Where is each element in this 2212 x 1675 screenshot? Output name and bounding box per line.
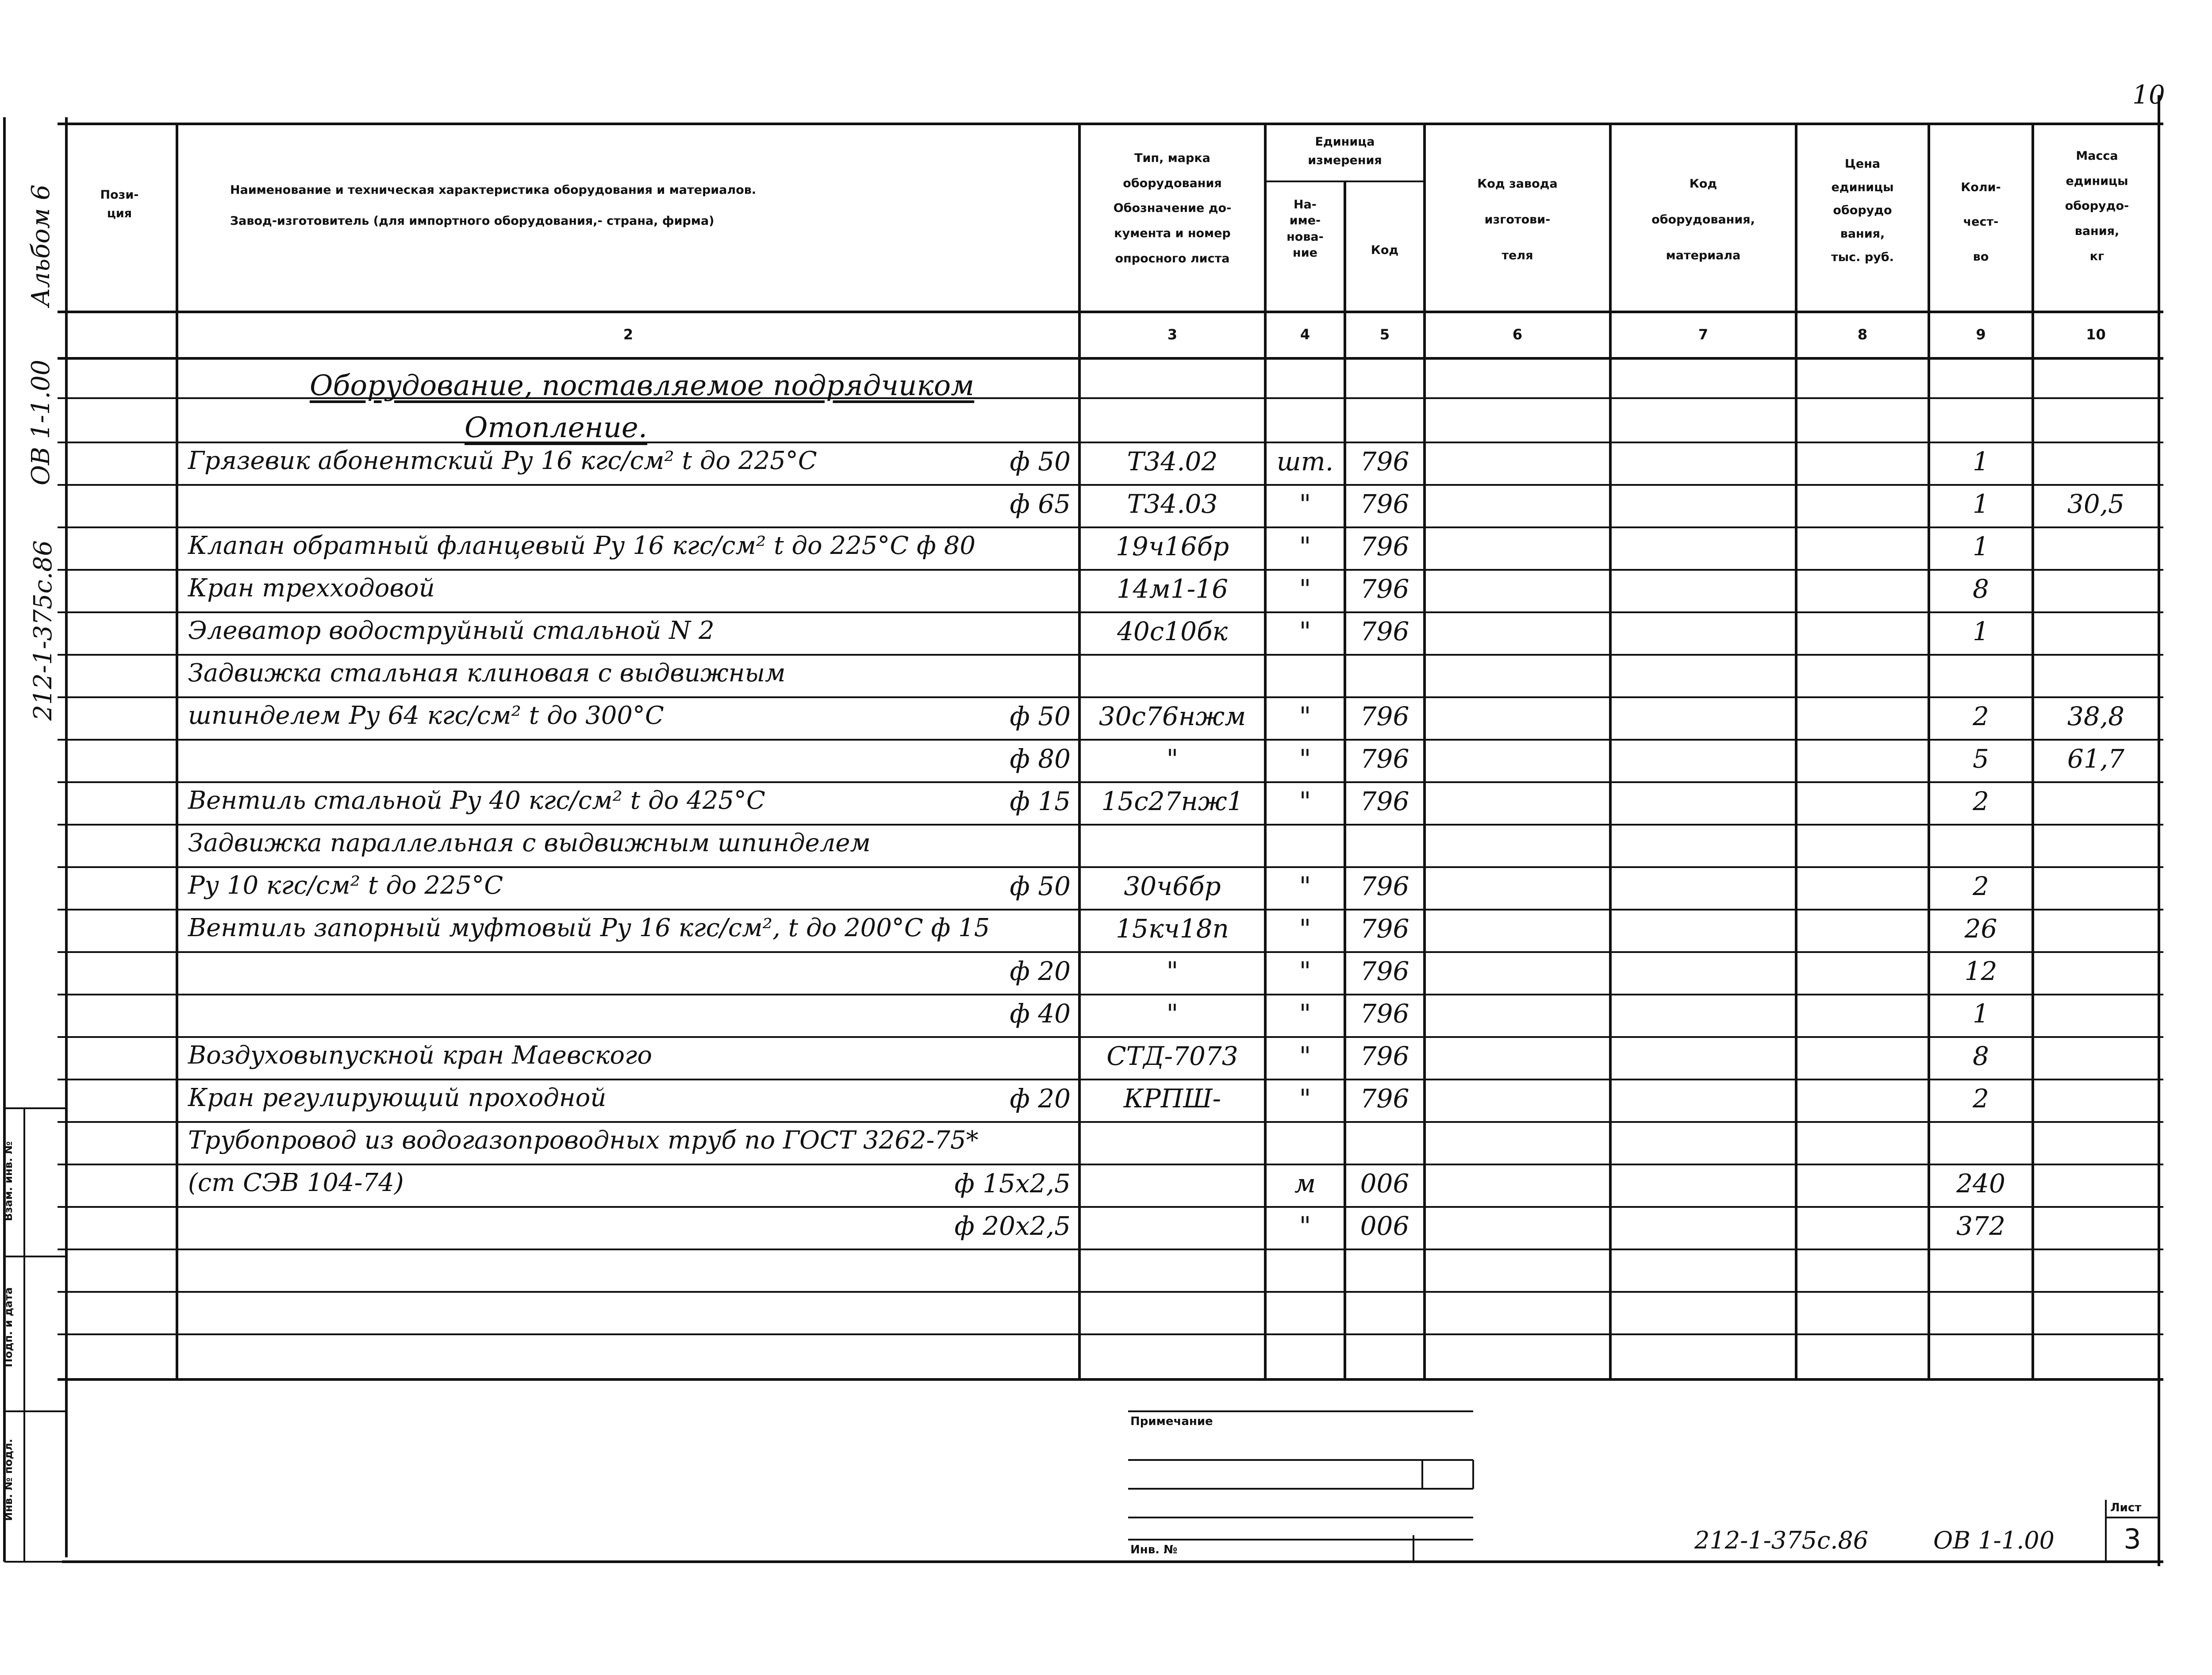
row-code: 796 [1360,701,1409,731]
row-unit: шт. [1276,446,1334,476]
header-price [1798,153,1927,269]
header-mass-line: единицы [2066,174,2128,188]
row-unit: " [1299,531,1311,561]
row-type: 40с10бк [1117,616,1228,646]
header-price-line: тыс. руб. [1831,250,1894,264]
row-type: 15с27нж1 [1101,786,1244,816]
row-type: Т34.02 [1127,446,1218,476]
row-qty: 1 [1973,489,1989,519]
row-name: Трубопровод из водогазопроводных труб по ГОСТ 3262-75* [188,1126,979,1155]
row-qty: 2 [1973,701,1989,731]
row-dim: ф 50 [1010,701,1071,731]
row-type: СТД-7073 [1106,1041,1238,1071]
row-unit: " [1299,1083,1311,1114]
header-type-line: опросного листа [1115,251,1230,265]
header-maker-code-line: Код завода [1477,177,1558,191]
row-type: КРПШ- [1123,1083,1221,1114]
row-mass: 30,5 [2067,489,2125,519]
column-number: 10 [2086,326,2106,343]
header-name-line: Наименование и техническая характеристика оборудования и материалов. [230,183,757,197]
header-unit-name [1267,197,1343,261]
header-type-line: Тип, марка [1134,151,1210,165]
row-dim: ф 20 [1010,956,1071,986]
row-unit: " [1299,1211,1311,1241]
row-name: Задвижка стальная клиновая с выдвижным [188,659,786,688]
row-type: 30ч6бр [1124,871,1221,901]
row-name: Кран трехходовой [188,574,435,603]
row-unit: " [1299,914,1311,944]
header-mass-line: вания, [2074,224,2120,238]
header-quantity [1931,170,2031,274]
row-type: Т34.03 [1127,489,1218,519]
row-code: 006 [1360,1211,1409,1241]
row-name: Вентиль запорный муфтовый Ру 16 кгс/см², t до 200°С ф 15 [188,914,990,942]
column-number: 3 [1167,326,1178,343]
header-price-line: Цена [1844,157,1881,171]
row-name: Клапан обратный фланцевый Ру 16 кгс/см² t до 225°С ф 80 [188,531,975,560]
row-code: 796 [1360,786,1409,816]
row-code: 796 [1360,1041,1409,1071]
header-price-line: единицы [1831,180,1894,194]
section-title: Оборудование, поставляемое подрядчиком [310,369,975,402]
row-dim: ф 20х2,5 [954,1211,1071,1241]
row-unit: " [1299,956,1311,986]
header-maker-code [1427,166,1608,273]
row-qty: 8 [1973,574,1989,604]
column-number: 4 [1300,326,1310,343]
header-unit-line: Единица [1315,135,1375,149]
note-label: Примечание [1130,1415,1213,1428]
header-unit-name-line: ние [1293,246,1317,260]
row-name: Элеватор водоструйный стальной N 2 [188,616,714,645]
margin-code: 212-1-375с.86 [29,540,58,721]
header-maker-code-line: изготови- [1484,213,1551,227]
header-equipment-code [1613,166,1794,273]
row-code: 796 [1360,446,1409,476]
footer-code: 212-1-375с.86 [1694,1526,1869,1554]
inventory-label: Инв. № [1130,1543,1178,1556]
row-name: Грязевик абонентский Ру 16 кгс/см² t до 225°С [188,446,817,475]
header-unit-name-line: име- [1289,214,1321,228]
header-quantity-line: Коли- [1961,181,2001,194]
row-name: (ст СЭВ 104-74) [188,1168,404,1197]
row-unit: " [1299,574,1311,604]
row-dim: ф 80 [1010,744,1071,774]
row-name: Воздуховыпускной кран Маевского [188,1041,653,1070]
row-name: шпинделем Ру 64 кгс/см² t до 300°С [188,701,664,730]
row-unit: " [1299,1041,1311,1071]
row-qty: 8 [1973,1041,1989,1071]
column-number: 6 [1512,326,1523,343]
row-qty: 1 [1973,531,1989,561]
row-code: 796 [1360,531,1409,561]
row-dim: ф 15х2,5 [954,1168,1071,1199]
row-unit: " [1299,744,1311,774]
column-number: 7 [1698,326,1709,343]
row-unit: " [1299,701,1311,731]
stamp-inv-original: Инв. № подл. [2,1439,15,1521]
header-mass-line: оборудо- [2065,199,2129,213]
row-mass: 61,7 [2067,744,2125,774]
header-mass-line: Масса [2076,149,2118,163]
row-type: " [1166,999,1179,1029]
row-code: 796 [1360,574,1409,604]
margin-album: Альбом 6 [27,184,55,307]
header-name-line: Завод-изготовитель (для импортного оборудования,- страна, фирма) [230,214,714,228]
header-unit-code: Код [1371,243,1399,257]
stamp-signature-date: Подп. и дата [2,1287,15,1368]
row-type: 14м1-16 [1116,574,1229,604]
row-dim: ф 50 [1010,446,1071,476]
header-unit-name-line: нова- [1286,230,1324,244]
header-quantity-line: во [1973,250,1989,264]
sheet-number: 3 [2124,1523,2141,1555]
row-qty: 2 [1973,786,1989,816]
row-code: 796 [1360,914,1409,944]
row-type: 15кч18п [1116,914,1229,944]
row-qty: 1 [1973,616,1989,646]
header-equipment-code-line: Код [1689,177,1717,191]
row-code: 796 [1360,489,1409,519]
header-position-line: ция [107,206,132,220]
row-unit: " [1299,786,1311,816]
row-mass: 38,8 [2067,701,2125,731]
header-mass-line: кг [2089,249,2104,263]
header-name [190,175,1066,237]
row-type: " [1166,744,1179,774]
column-number: 2 [623,326,634,343]
row-unit: " [1299,999,1311,1029]
row-qty: 1 [1973,446,1989,476]
row-dim: ф 65 [1010,489,1071,519]
row-unit: " [1299,489,1311,519]
footer-doc: ОВ 1-1.00 [1933,1526,2055,1554]
header-type-line: кумента и номер [1114,227,1231,241]
row-code: 796 [1360,956,1409,986]
row-code: 796 [1360,871,1409,901]
row-dim: ф 40 [1010,999,1071,1029]
header-unit [1270,133,1420,170]
row-qty: 2 [1973,1083,1989,1114]
row-qty: 372 [1956,1211,2005,1241]
header-quantity-line: чест- [1963,215,1999,229]
row-code: 796 [1360,1083,1409,1114]
row-type: 30с76нжм [1098,701,1246,731]
header-position [88,186,150,223]
row-dim: ф 20 [1010,1083,1071,1114]
header-unit-name-line: На- [1293,198,1317,211]
row-name: Ру 10 кгс/см² t до 225°С [188,871,503,900]
header-price-line: оборудо [1833,204,1892,218]
row-dim: ф 50 [1010,871,1071,901]
row-name: Кран регулирующий проходной [188,1083,607,1112]
header-type-line: Обозначение до- [1113,201,1232,215]
row-type: 19ч16бр [1115,531,1229,561]
row-code: 796 [1360,744,1409,774]
row-qty: 240 [1956,1168,2005,1199]
row-unit: " [1299,616,1311,646]
page-number: 10 [2132,80,2165,110]
section-subtitle: Отопление. [465,411,648,444]
row-code: 796 [1360,999,1409,1029]
row-name: Вентиль стальной Ру 40 кгс/см² t до 425°С [188,786,765,815]
row-unit: м [1294,1168,1316,1199]
column-number: 5 [1379,326,1390,343]
header-equipment-code-line: материала [1666,249,1741,262]
column-number: 9 [1976,326,1986,343]
row-qty: 1 [1973,999,1989,1029]
row-code: 796 [1360,616,1409,646]
row-code: 006 [1360,1168,1409,1199]
header-type-line: оборудования [1123,176,1222,190]
header-equipment-code-line: оборудования, [1651,213,1755,227]
sheet-label: Лист [2110,1501,2142,1514]
row-unit: " [1299,871,1311,901]
row-name: Задвижка параллельная с выдвижным шпинделем [188,829,871,857]
row-qty: 26 [1964,914,1997,944]
column-number: 8 [1857,326,1868,343]
header-maker-code-line: теля [1502,249,1533,262]
row-qty: 2 [1973,871,1989,901]
header-price-line: вания, [1840,227,1885,241]
header-mass [2035,144,2159,269]
header-position-line: Пози- [100,188,139,202]
row-dim: ф 15 [1010,786,1071,816]
stamp-replaced-inv: Взам. инв. № [2,1141,15,1222]
header-unit-line: измерения [1308,153,1382,167]
row-type: " [1166,956,1179,986]
row-qty: 12 [1964,956,1997,986]
row-qty: 5 [1973,744,1989,774]
header-type [1084,146,1261,271]
margin-doc: ОВ 1-1.00 [27,359,55,486]
